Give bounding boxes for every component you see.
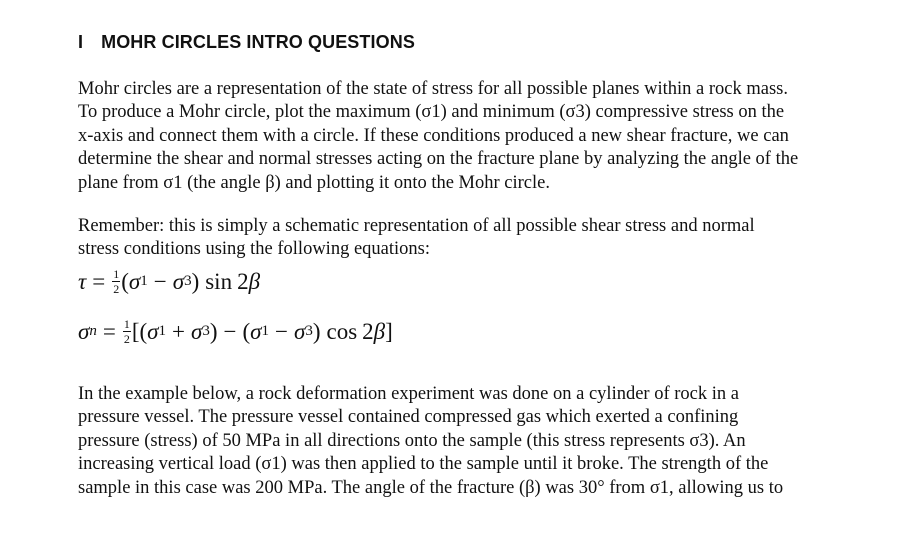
section-number: I (78, 32, 84, 52)
angle-coefficient: 2 (237, 268, 249, 294)
minus-sign: − (223, 318, 237, 344)
paren-close: ) (209, 318, 218, 344)
paren-close: ) (312, 318, 321, 344)
text-line: plane from σ1 (the angle β) and plotting it onto the Mohr circle. (78, 172, 550, 193)
paren-open: ( (121, 268, 129, 294)
text-line: Mohr circles are a representation of the state of stress for all possible planes within a rock mass. (78, 79, 788, 99)
half-fraction (112, 268, 120, 295)
sigma3-symbol: σ (190, 318, 203, 344)
sigma-n-symbol: σ (78, 318, 90, 344)
minus-sign: − (153, 268, 167, 294)
text-line: Remember: this is simply a schematic representation of all possible shear stress and normal (78, 216, 755, 236)
bracket-close: ] (385, 318, 393, 344)
sigma1-symbol: σ (128, 268, 141, 294)
fraction-numerator: 1 (123, 317, 130, 331)
sigma1-subscript: 1 (158, 323, 166, 339)
fraction-denominator: 2 (113, 282, 120, 296)
text-line: sample in this case was 200 MPa. The angle of the fracture (β) was 30° from σ1, allowing us to (78, 477, 784, 498)
sigma1-subscript: 1 (140, 273, 148, 289)
sigma1-symbol: σ (147, 318, 159, 344)
plus-sign: + (172, 318, 185, 344)
paren-open: ( (242, 318, 251, 344)
text-line: determine the shear and normal stresses acting on the fracture plane by analyzing the angle of the (78, 149, 799, 170)
shear-stress-equation (78, 268, 260, 295)
sigma3-subscript: 3 (184, 273, 192, 289)
text-line: pressure (stress) of 50 MPa in all directions onto the sample (this stress represents σ3). An (78, 430, 746, 451)
equals-sign: = (92, 268, 106, 294)
sigma1-symbol: σ (250, 318, 262, 344)
sigma-n-subscript: n (89, 323, 97, 339)
angle-coefficient: 2 (362, 318, 374, 344)
remember-paragraph (78, 215, 755, 262)
bracket-open: [( (131, 318, 148, 344)
text-line: x-axis and connect them with a circle. If these conditions produced a new shear fracture, we can (78, 125, 789, 146)
section-title: MOHR CIRCLES INTRO QUESTIONS (101, 32, 415, 52)
sin-function: sin (205, 268, 233, 294)
intro-paragraph (78, 78, 798, 195)
cos-function: cos (326, 318, 358, 344)
half-fraction (123, 318, 131, 345)
paren-close: ) (191, 268, 200, 294)
normal-stress-equation (78, 318, 393, 345)
sigma3-subscript: 3 (305, 323, 313, 339)
beta-symbol: β (373, 318, 386, 344)
sigma1-subscript: 1 (261, 323, 269, 339)
text-line: stress conditions using the following equations: (78, 239, 430, 260)
beta-symbol: β (248, 268, 261, 294)
fraction-numerator: 1 (113, 267, 120, 281)
fraction-denominator: 2 (123, 332, 130, 346)
example-paragraph (78, 383, 783, 500)
equals-sign: = (102, 318, 116, 344)
minus-sign: − (275, 318, 288, 344)
text-line: To produce a Mohr circle, plot the maximum (σ1) and minimum (σ3) compressive stress on the (78, 102, 785, 123)
text-line: In the example below, a rock deformation experiment was done on a cylinder of rock in a (78, 384, 739, 404)
sigma3-symbol: σ (172, 268, 185, 294)
sigma3-subscript: 3 (202, 323, 210, 339)
tau-symbol: τ (78, 268, 87, 294)
section-heading (78, 32, 415, 53)
text-line: increasing vertical load (σ1) was then applied to the sample until it broke. The strength of the (78, 454, 769, 475)
sigma3-symbol: σ (293, 318, 306, 344)
text-line: pressure vessel. The pressure vessel contained compressed gas which exerted a confining (78, 407, 739, 428)
